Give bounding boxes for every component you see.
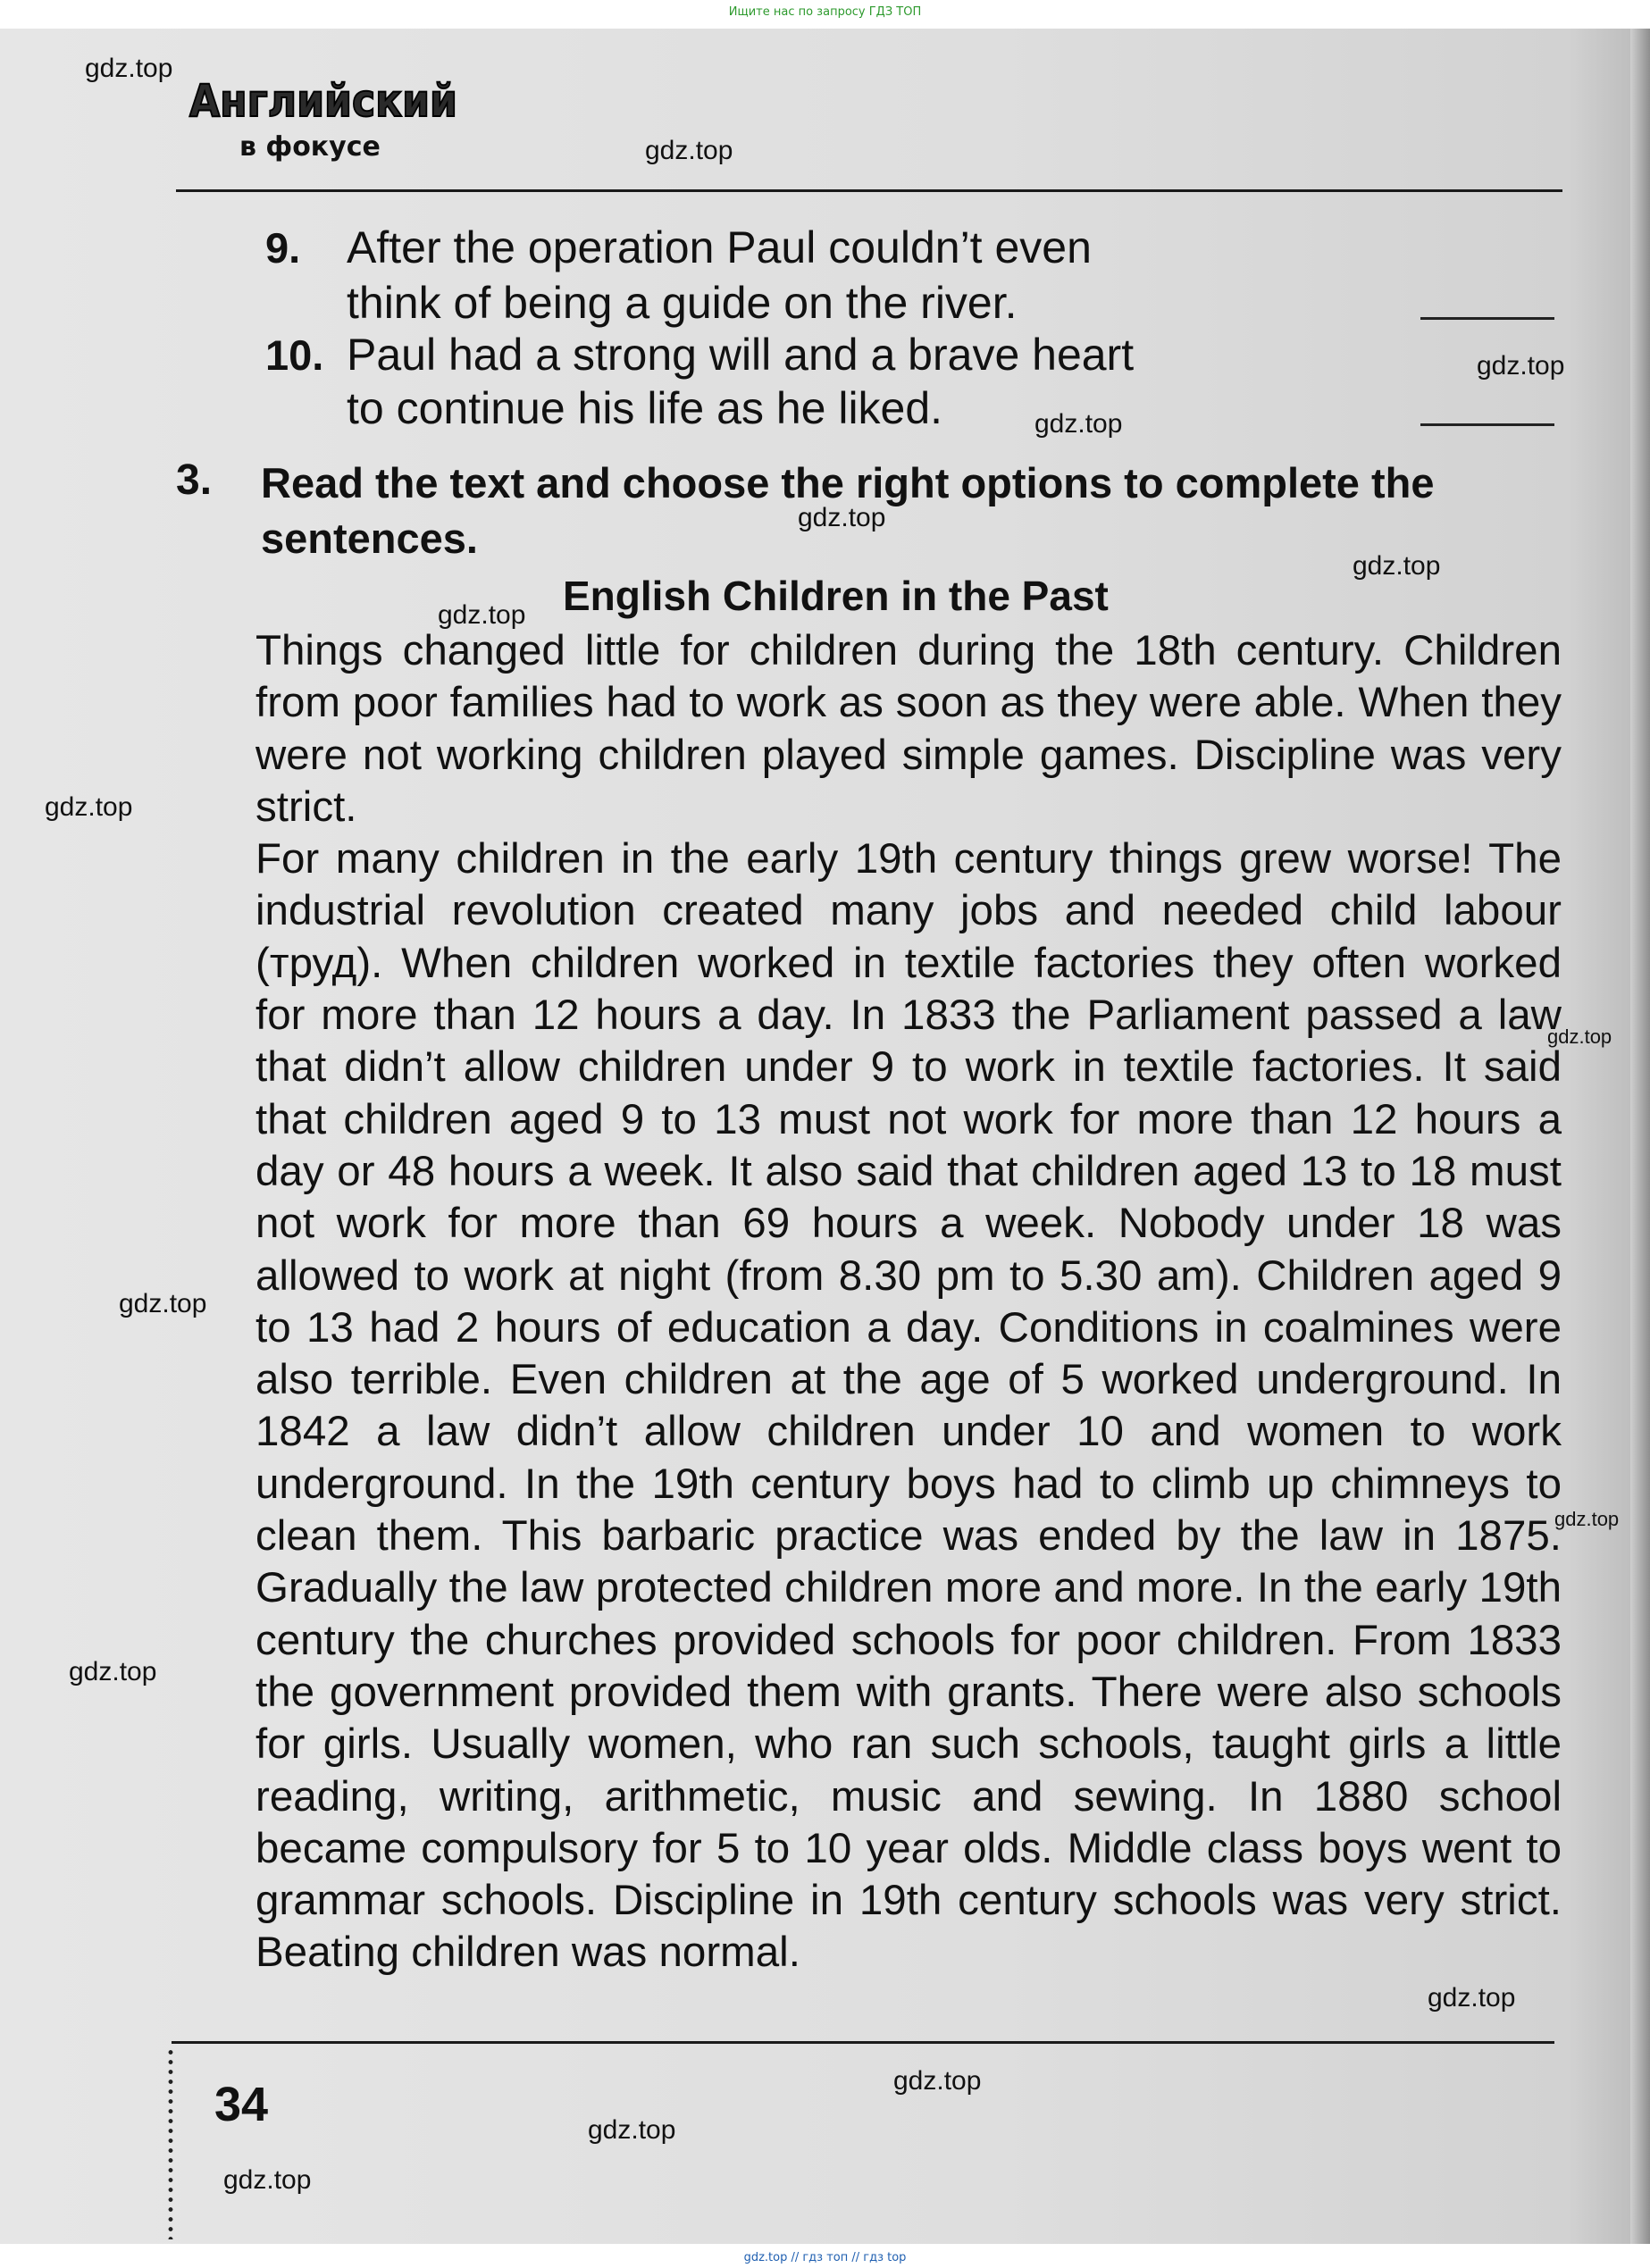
task-number: 3. [176, 456, 213, 504]
answer-line[interactable] [1420, 423, 1554, 426]
watermark: gdz.top [1034, 409, 1123, 439]
watermark: gdz.top [1554, 1508, 1620, 1530]
statement-text: Paul had a strong will and a brave heart [347, 330, 1135, 380]
watermark: gdz.top [223, 2165, 312, 2195]
watermark: gdz.top [438, 600, 526, 630]
statement-number: 10. [265, 331, 324, 379]
task-instruction: Read the text and choose the right options to complete the sentences. [261, 459, 1435, 562]
logo-subtitle: в фокусе [239, 131, 381, 163]
watermark: gdz.top [798, 503, 886, 532]
watermark: gdz.top [119, 1289, 207, 1318]
text-title: English Children in the Past [563, 573, 1109, 619]
bottom-banner[interactable]: gdz.top // гдз топ // гдз top [743, 2251, 907, 2264]
reading-paragraph: Things changed little for children during the 18th century. Children from poor families had to work as soon as they were able. When they were not working children played simple games. Discipline was very strict. [255, 627, 1562, 831]
statement-text: After the operation Paul couldn’t even [347, 222, 1092, 272]
watermark: gdz.top [69, 1657, 157, 1686]
header-rule [176, 189, 1562, 192]
page-spine-shadow [1630, 29, 1650, 2244]
page-number: 34 [214, 2078, 269, 2131]
logo-title: Английский [189, 75, 457, 127]
reading-paragraph: For many children in the early 19th century things grew worse! The industrial revolution created many jobs and needed child labour (труд). When children worked in textile factories they often worked for more than 12 hours a day. In 1833 the Parliament passed a law that didn’t allow children under 9 to work in textile factories. It said that children aged 9 to 13 must not work for more than 12 hours a day or 48 hours a week. It also said that children aged 13 to 18 must not work for more than 69 hours a week. Nobody under 18 was allowed to work at night (from 8.30 pm to 5.30 am). Children aged 9 to 13 had 2 hours of education a day. Conditions in coalmines were also terrible. Even children at the age of 5 worked underground. In 1842 a law didn’t allow children under 10 and women to work underground. In the 19th century boys had to climb up chimneys to clean them. This barbaric practice was ended by the law in 1875. Gradually the law protected children more and more. In the early 19th century the churches provided schools for poor children. From 1833 the government provided them with grants. There were also schools for girls. Usually women, who ran such schools, taught girls a little reading, writing, arithmetic, music and sewing. In 1880 school became compulsory for 5 to 10 year olds. Middle class boys went to grammar schools. Discipline in 19th century schools was very strict. Beating children was normal. [255, 835, 1562, 1977]
answer-line[interactable] [1420, 317, 1554, 320]
english-in-focus-logo [188, 46, 473, 172]
watermark: gdz.top [893, 2066, 982, 2096]
watermark: gdz.top [85, 54, 173, 83]
reading-text [255, 625, 1562, 1979]
watermark: gdz.top [588, 2115, 676, 2145]
watermark: gdz.top [1428, 1983, 1516, 2013]
dotted-margin-line [168, 2047, 173, 2239]
statement-text: to continue his life as he liked. [347, 383, 943, 433]
watermark: gdz.top [45, 792, 133, 822]
watermark: gdz.top [645, 136, 733, 165]
statement-number: 9. [265, 224, 301, 272]
top-banner[interactable]: Ищите нас по запросу ГДЗ ТОП [728, 5, 922, 19]
footer-rule [172, 2041, 1554, 2044]
statement-text: think of being a guide on the river. [347, 278, 1018, 328]
watermark: gdz.top [1477, 351, 1565, 381]
watermark: gdz.top [1353, 551, 1441, 581]
watermark: gdz.top [1547, 1025, 1612, 1048]
